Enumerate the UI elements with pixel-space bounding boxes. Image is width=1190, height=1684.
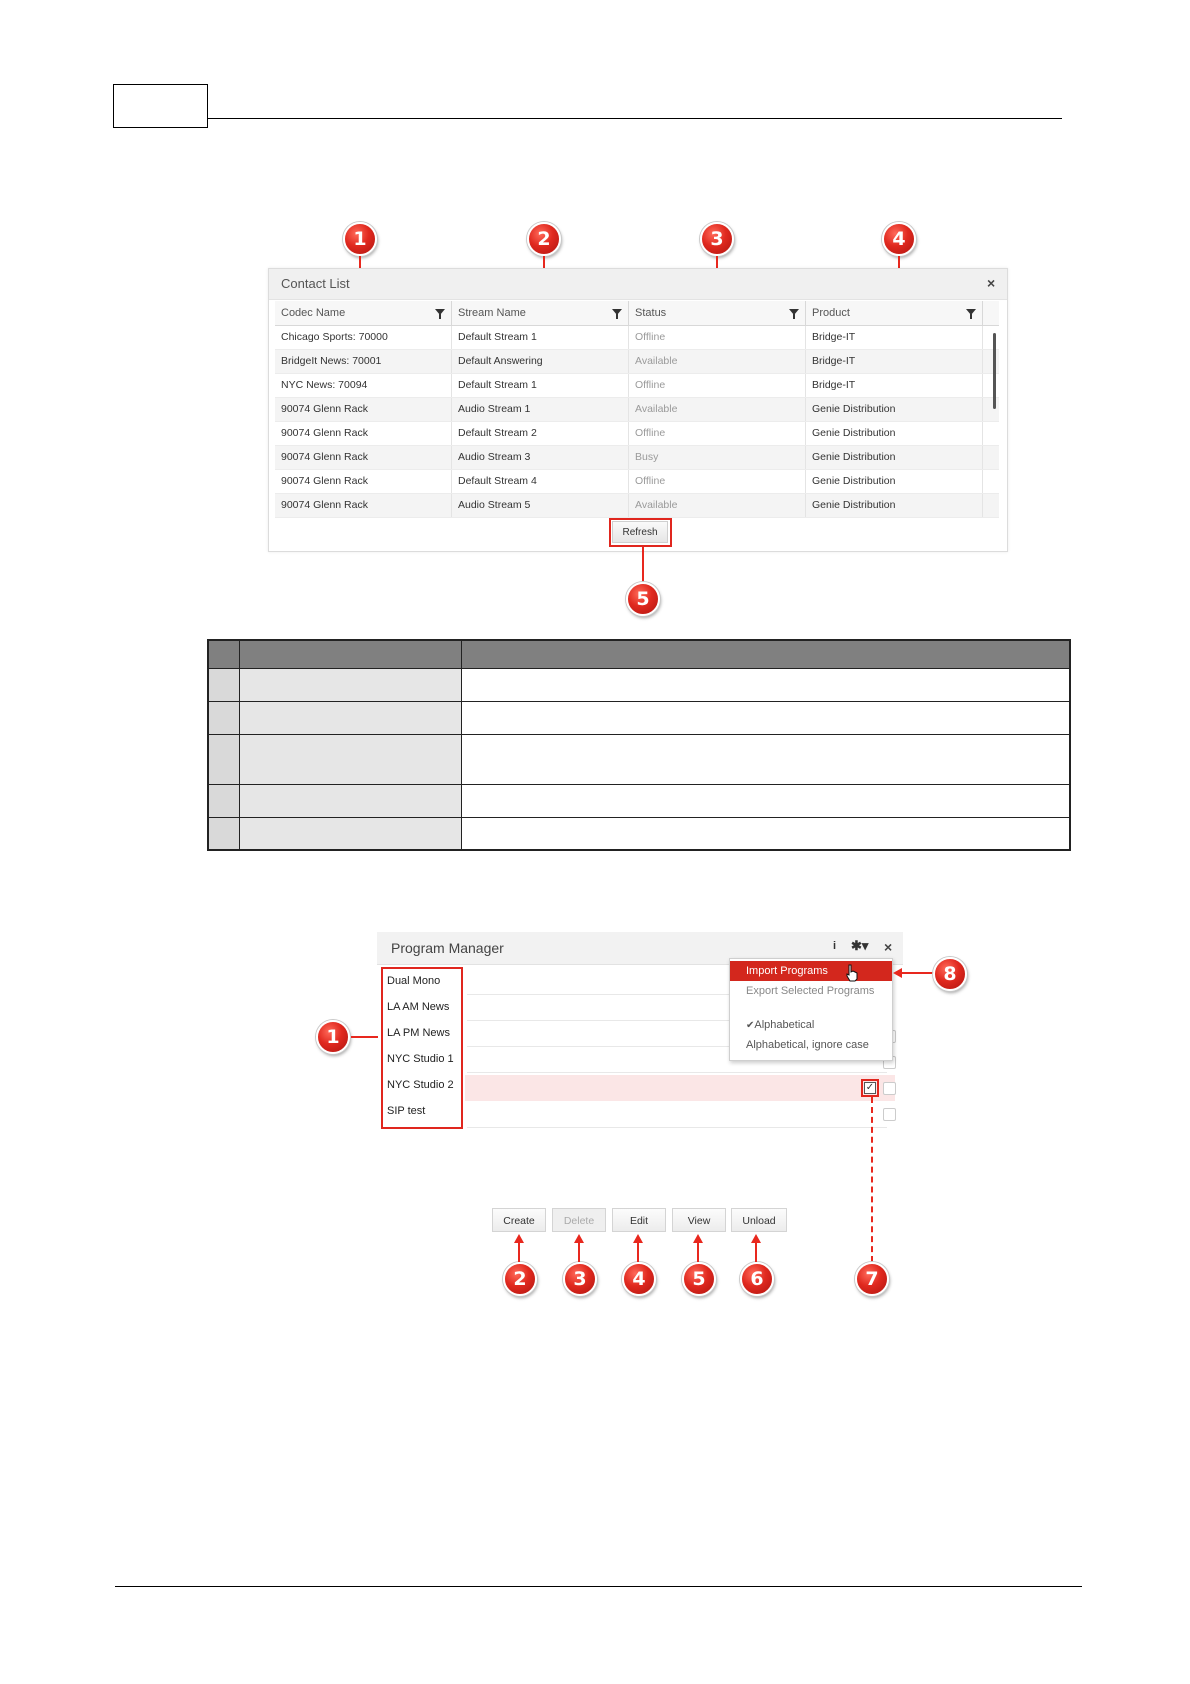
- table-row: [209, 669, 1069, 702]
- callout-marker-2: 2: [503, 1262, 537, 1296]
- cell-product: Genie Distribution: [806, 446, 983, 469]
- table-header-row: [209, 641, 1069, 669]
- table-row: [209, 702, 1069, 735]
- callout-line-5: [642, 547, 644, 583]
- cell-stream-name: Default Stream 1: [452, 326, 629, 349]
- menu-item-import-programs[interactable]: Import Programs: [730, 961, 892, 981]
- scrollbar-thumb[interactable]: [993, 333, 996, 409]
- table-row[interactable]: [275, 446, 999, 470]
- cell-product: Bridge-IT: [806, 350, 983, 373]
- program-list-highlight-box: [381, 967, 463, 1129]
- table-row: [209, 735, 1069, 785]
- callout-marker-3: 3: [700, 222, 734, 256]
- cell-codec-name: 90074 Glenn Rack: [275, 398, 452, 421]
- column-header-stream-name[interactable]: Stream Name: [452, 301, 629, 325]
- create-button[interactable]: Create: [492, 1208, 546, 1232]
- callout-marker-3: 3: [563, 1262, 597, 1296]
- contact-grid-header: [275, 301, 999, 326]
- cell-status: Offline: [629, 326, 806, 349]
- cell-stream-name: Default Stream 2: [452, 422, 629, 445]
- footer-rule: [115, 1586, 1082, 1587]
- callout-dotted-line-7: [871, 1097, 873, 1262]
- table-row: [209, 818, 1069, 849]
- callout-marker-5: 5: [682, 1262, 716, 1296]
- callout-marker-6: 6: [740, 1262, 774, 1296]
- filter-icon[interactable]: [612, 309, 622, 315]
- callout-marker-4: 4: [622, 1262, 656, 1296]
- check-icon: ✔: [746, 1020, 755, 1031]
- callout-marker-5: 5: [626, 582, 660, 616]
- callout-marker-2: 2: [527, 222, 561, 256]
- table-row[interactable]: [275, 350, 999, 374]
- cell-product: Genie Distribution: [806, 398, 983, 421]
- cell-status: Busy: [629, 446, 806, 469]
- refresh-highlight-box: [609, 518, 672, 547]
- callout-marker-1: 1: [343, 222, 377, 256]
- contact-list-titlebar: [269, 269, 1007, 300]
- cell-codec-name: BridgeIt News: 70001: [275, 350, 452, 373]
- unload-button[interactable]: Unload: [731, 1208, 787, 1232]
- menu-item-alphabetical-ignore-case[interactable]: Alphabetical, ignore case: [746, 1039, 869, 1051]
- refresh-button[interactable]: Refresh: [612, 521, 668, 543]
- cell-status: Available: [629, 494, 806, 517]
- table-row: [209, 785, 1069, 818]
- delete-button[interactable]: Delete: [552, 1208, 606, 1232]
- table-row[interactable]: [275, 398, 999, 422]
- checkbox[interactable]: [883, 1082, 896, 1095]
- cell-stream-name: Audio Stream 5: [452, 494, 629, 517]
- cell-status: Offline: [629, 422, 806, 445]
- callout-marker-4: 4: [882, 222, 916, 256]
- program-manager-window: [377, 932, 903, 1250]
- table-row[interactable]: [275, 422, 999, 446]
- edit-button[interactable]: Edit: [612, 1208, 666, 1232]
- filter-icon[interactable]: [435, 309, 445, 315]
- table-row[interactable]: [275, 470, 999, 494]
- cell-stream-name: Audio Stream 1: [452, 398, 629, 421]
- list-item[interactable]: NYC Studio 1: [387, 1053, 454, 1065]
- close-icon[interactable]: ×: [884, 939, 893, 955]
- selected-checkbox[interactable]: ✓: [865, 1082, 875, 1093]
- callout-marker-7: 7: [855, 1262, 889, 1296]
- cell-product: Genie Distribution: [806, 494, 983, 517]
- column-header-status[interactable]: Status: [629, 301, 806, 325]
- header-scroll-gutter: [983, 301, 999, 325]
- callout-marker-1: 1: [316, 1020, 350, 1054]
- menu-item-alphabetical[interactable]: ✔Alphabetical: [746, 1019, 815, 1031]
- cell-codec-name: 90074 Glenn Rack: [275, 494, 452, 517]
- callout-marker-8: 8: [933, 957, 967, 991]
- cell-stream-name: Default Answering: [452, 350, 629, 373]
- cell-product: Genie Distribution: [806, 470, 983, 493]
- cell-codec-name: 90074 Glenn Rack: [275, 446, 452, 469]
- cell-codec-name: Chicago Sports: 70000: [275, 326, 452, 349]
- cell-stream-name: Default Stream 1: [452, 374, 629, 397]
- menu-item-export-selected-programs[interactable]: Export Selected Programs: [746, 985, 875, 997]
- callout-line-8: [901, 972, 935, 974]
- page-number-box: [113, 84, 208, 128]
- contact-list-title: Contact List: [281, 276, 350, 291]
- cell-status: Available: [629, 398, 806, 421]
- checkbox-highlight-box: [861, 1079, 879, 1097]
- info-icon[interactable]: i: [833, 940, 837, 952]
- cell-product: Bridge-IT: [806, 326, 983, 349]
- cell-status: Offline: [629, 374, 806, 397]
- cell-stream-name: Default Stream 4: [452, 470, 629, 493]
- column-header-codec-name[interactable]: Codec Name: [275, 301, 452, 325]
- filter-icon[interactable]: [789, 309, 799, 315]
- cell-product: Bridge-IT: [806, 374, 983, 397]
- checkbox[interactable]: [883, 1108, 896, 1121]
- list-item[interactable]: Dual Mono: [387, 975, 441, 987]
- cell-product: Genie Distribution: [806, 422, 983, 445]
- list-item[interactable]: SIP test: [387, 1105, 426, 1117]
- gear-icon[interactable]: ✱▾: [851, 938, 869, 953]
- cell-codec-name: 90074 Glenn Rack: [275, 470, 452, 493]
- list-item[interactable]: LA AM News: [387, 1001, 450, 1013]
- gear-dropdown-menu: [729, 958, 893, 1061]
- callout-line-1: [351, 1036, 378, 1038]
- cell-stream-name: Audio Stream 3: [452, 446, 629, 469]
- cell-status: Available: [629, 350, 806, 373]
- filter-icon[interactable]: [966, 309, 976, 315]
- close-icon[interactable]: ×: [987, 275, 996, 291]
- list-item[interactable]: LA PM News: [387, 1027, 450, 1039]
- header-rule: [208, 118, 1062, 119]
- description-table: [207, 639, 1071, 851]
- contact-list-window: [268, 268, 1008, 552]
- table-row[interactable]: [275, 326, 999, 350]
- view-button[interactable]: View: [672, 1208, 726, 1232]
- cell-codec-name: NYC News: 70094: [275, 374, 452, 397]
- column-header-product[interactable]: Product: [806, 301, 983, 325]
- contact-grid: [275, 301, 999, 518]
- cell-codec-name: 90074 Glenn Rack: [275, 422, 452, 445]
- hand-cursor-icon: [845, 964, 859, 982]
- table-row[interactable]: [275, 374, 999, 398]
- selected-row-highlight: [465, 1075, 895, 1101]
- cell-status: Offline: [629, 470, 806, 493]
- table-row[interactable]: [275, 494, 999, 518]
- program-manager-title: Program Manager: [391, 940, 504, 956]
- list-item[interactable]: NYC Studio 2: [387, 1079, 454, 1091]
